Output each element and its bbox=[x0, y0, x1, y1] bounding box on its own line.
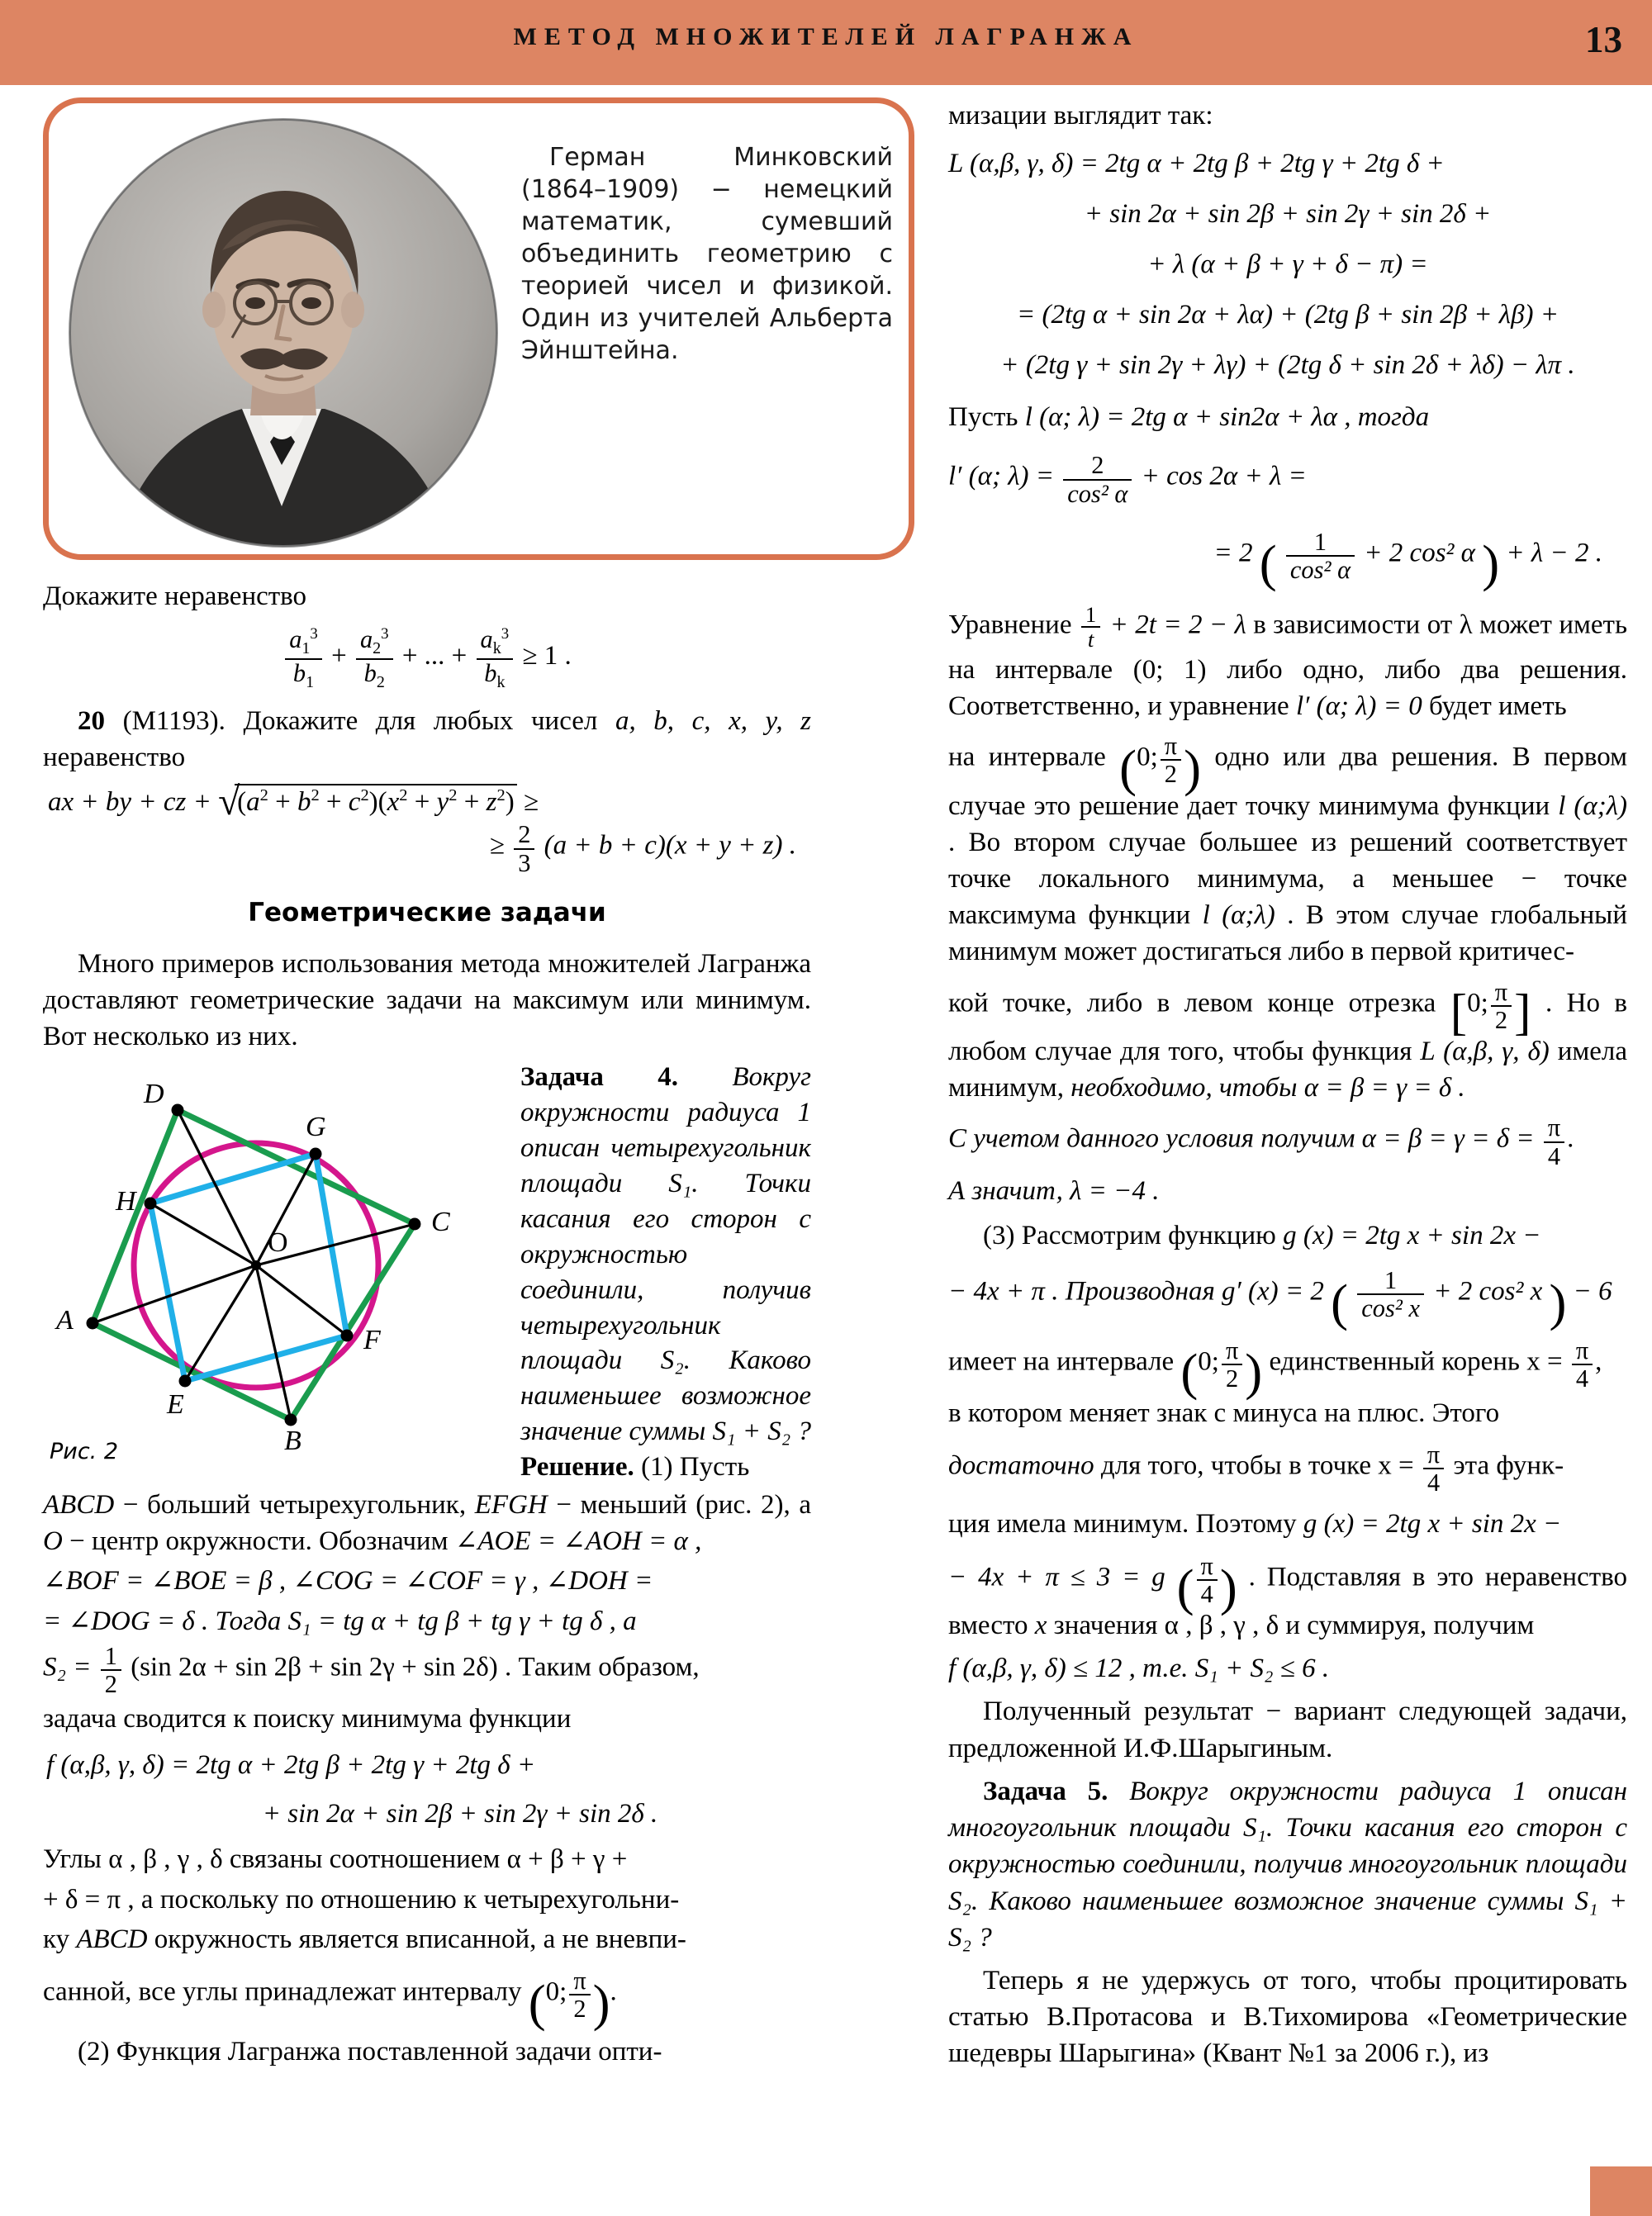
cauchy-geq2: ≥ bbox=[489, 831, 505, 861]
eqn-frac-den: t bbox=[1081, 626, 1100, 651]
eqn-text-c: будет иметь bbox=[1428, 690, 1567, 721]
let-text: Пусть bbox=[948, 402, 1018, 433]
interval-paragraph: санной, все углы принадлежат интервалу (0; $\frac{\pi}{2}$ ). bbox=[43, 1967, 617, 2032]
angles-constraint-abcd: ABCD bbox=[76, 1924, 148, 1954]
bracket-paragraph: кой точке, либо в левом конце отрезка [0; $\frac{\pi}{2}$ ] . Но в любом случае для того, чтобы функция L (α,β, γ, δ) имела минимум, необходимо, чтобы α = β = γ = δ . bbox=[948, 977, 1628, 1103]
solution-text-1f: − центр окружности. Обозначим bbox=[69, 1526, 449, 1557]
enough-rest: для того, чтобы в точке x = bbox=[1100, 1450, 1414, 1481]
lprime-l2-num: 1 bbox=[1313, 527, 1327, 556]
equation-L-line3 bbox=[948, 249, 1627, 280]
step3-lead: (3) Рассмотрим функцию bbox=[983, 1220, 1276, 1250]
svg-text:E: E bbox=[167, 1389, 184, 1421]
g-min-den: 4 bbox=[1197, 1579, 1218, 1607]
interval-text: санной, все углы принадлежат интервалу bbox=[43, 1976, 522, 2007]
angles-line-2: ∠BOF = ∠BOE = β , ∠COG = ∠COF = γ , ∠DOH = bbox=[43, 1566, 653, 1597]
svg-text:H: H bbox=[116, 1186, 136, 1217]
angles-constraint-3a: ку bbox=[43, 1924, 70, 1954]
l-alpha-lambda-1: l (α;λ) bbox=[1558, 790, 1627, 821]
subst-text2: значения α , β , γ , δ и суммируя, получим bbox=[1053, 1611, 1535, 1640]
portrait-caption: Герман Минковский (1864–1909) − немецкий математик, сумевший объединить геометрию с теорией чисел и физикой. Один из учителей Альберта Эйнштейна. bbox=[521, 143, 893, 365]
root-num: π bbox=[1225, 1336, 1239, 1364]
sign-change-paragraph: в котором меняет знак с минуса на плюс. Этого bbox=[948, 1397, 1500, 1428]
para-with-cond: С учетом данного условия получим α = β = γ = δ = bbox=[948, 1124, 1535, 1155]
gprime-mid: + 2 cos² x bbox=[1433, 1276, 1543, 1307]
interval-den: 2 bbox=[569, 1994, 590, 2022]
right-column bbox=[948, 97, 1627, 2076]
f-line1-text: f (α,β, γ, δ) = 2tg α + 2tg β + 2tg γ + 2tg δ + bbox=[46, 1750, 536, 1781]
footer-color-swatch bbox=[1590, 2166, 1652, 2216]
substitution-paragraph: − 4x + π ≤ 3 = g ( $\frac{\pi}{4}$ ) . Подставляя в это неравенство вместо x значения α , β , γ , δ и суммируя, получим bbox=[948, 1551, 1627, 1640]
s2-formula-lead: S₂ = bbox=[43, 1652, 92, 1682]
solution-paragraph-1 bbox=[43, 1487, 811, 1559]
L-line5-text: + (2tg γ + sin 2γ + λγ) + (2tg δ + sin 2δ + λδ) − λπ . bbox=[1000, 350, 1575, 381]
s2-formula-block bbox=[43, 1643, 811, 1697]
figure-2 bbox=[43, 1063, 506, 1465]
lprime-frac-num: 2 bbox=[1091, 451, 1104, 480]
task-5-statement: Вокруг окружности радиуса 1 описан многоугольник площади S₁. Точки касания его сторон с окружностью соединили, получив многоугольник площади S₂. Каково наименьшее возможное значение суммы S₁ + S₂ ? bbox=[948, 1776, 1627, 1953]
result-paragraph: Полученный результат − вариант следующей задачи, предложенной И.Ф.Шарыгиным. bbox=[948, 1696, 1627, 1763]
equation-L-line1 bbox=[948, 149, 1627, 179]
portrait-photo bbox=[69, 118, 498, 548]
l-alpha-lambda-2: l (α;λ) bbox=[1202, 900, 1275, 931]
reduce-text: задача сводится к поиску минимума функции bbox=[43, 1704, 572, 1734]
para-min-need2: , чтобы α = β = γ = δ . bbox=[1205, 1073, 1465, 1103]
para-after-interval: одно или два решения. В первом случае это решение дает точку минимума функции bbox=[948, 742, 1628, 821]
root-paragraph: имеет на интервале (0; $\frac{\pi}{2}$ ) единственный корень x = $\frac{\pi}{4}$ , bbox=[948, 1336, 1602, 1402]
angles-line-3-block bbox=[43, 1603, 811, 1639]
para-interval-lead: на интервале bbox=[948, 742, 1106, 772]
equation-l-prime bbox=[948, 452, 1627, 506]
cauchy-tail: (a + b + c)(x + y + z) . bbox=[544, 831, 796, 861]
needed-word: необходимо bbox=[1070, 1073, 1206, 1103]
eqn-text-a: Уравнение bbox=[948, 610, 1072, 640]
svg-text:C: C bbox=[431, 1207, 450, 1238]
cauchy-frac-den: 3 bbox=[514, 848, 534, 876]
g-prime-paragraph: − 4x + π . Производная g′ (x) = 2 ( $\frac{1}{\text{cos² x}}$ + 2 cos² x ) − 6 bbox=[948, 1266, 1612, 1331]
problem-20-ref: (M1193). bbox=[122, 705, 225, 736]
gprime-den: cos² x bbox=[1357, 1293, 1424, 1322]
lprime-l2-tail: + λ − 2 . bbox=[1506, 538, 1602, 568]
s2-formula-tail: (sin 2α + sin 2β + sin 2γ + sin 2δ) . Таким образом, bbox=[131, 1652, 700, 1682]
min-paragraph bbox=[948, 1506, 1627, 1542]
figure-caption: Рис. 2 bbox=[50, 1439, 119, 1465]
subst-x: x bbox=[1034, 1611, 1047, 1640]
portrait-card bbox=[43, 97, 914, 560]
equation-cauchy-line1: ax + by + cz + √ $(a^2 + b^2 + c^2)(x^2 + y^2 + z^2)$ ≥ bbox=[48, 784, 811, 818]
cauchy-geq: ≥ bbox=[523, 787, 539, 818]
interval-solutions-paragraph: на интервале (0; $\frac{\pi}{2}$ ) одно или два решения. В первом случае это решение дает точку минимума функции l (α;λ) . Во втором случае большее из решений соответствует точке локального минимума, а меньшее − точке максимума функции l (α;λ) . В этом случае глобальный минимум может достигаться либо в первой критичес- bbox=[948, 732, 1628, 967]
final-inequality: f (α,β, γ, δ) ≤ 12 , т.е. S₁ + S₂ ≤ 6 . bbox=[948, 1654, 1330, 1684]
bracket-zero: 0; bbox=[1467, 988, 1488, 1018]
problem-20-vars: a, b, c, x, y, z bbox=[615, 705, 812, 736]
cond-den: 4 bbox=[1544, 1141, 1564, 1170]
task-5-block bbox=[948, 1773, 1627, 1956]
para-interval-den: 2 bbox=[1161, 759, 1181, 787]
mization-lead: мизации выглядит так: bbox=[948, 101, 1213, 130]
prove-inequality-lead: Докажите неравенство bbox=[43, 581, 307, 611]
g-min2: − 4x + π ≤ 3 = g bbox=[948, 1562, 1165, 1592]
para-interval-num: π bbox=[1164, 732, 1178, 761]
g-min-num: π bbox=[1200, 1551, 1213, 1580]
s2-frac-num: 1 bbox=[104, 1641, 117, 1670]
step3-paragraph bbox=[948, 1217, 1627, 1254]
equation-cauchy-line2 bbox=[43, 821, 796, 875]
solution-center-o: O bbox=[43, 1526, 63, 1557]
quote-paragraph: Теперь я не удержусь от того, чтобы процитировать статью В.Протасова и В.Тихомирова «Геометрические шедевры Шарыгина» (Квант №1 за 2006 г.), из bbox=[948, 1965, 1627, 2069]
lagrange-intro: (2) Функция Лагранжа поставленной задачи опти- bbox=[78, 2037, 662, 2067]
task-4-solution-label: Решение. bbox=[520, 1452, 634, 1483]
equation-L-line4 bbox=[948, 300, 1627, 330]
s2-frac-den: 2 bbox=[101, 1669, 121, 1697]
cond-num: π bbox=[1547, 1113, 1561, 1142]
solution-text-1d: − меньший (рис. 2), а bbox=[556, 1490, 812, 1521]
gprime-num: 1 bbox=[1384, 1266, 1398, 1295]
lprime-l2-lead: = 2 bbox=[1213, 538, 1253, 568]
cauchy-lhs: ax + by + cz + bbox=[48, 787, 211, 818]
problem-20-text: Докажите для любых чисел bbox=[243, 705, 598, 736]
para-but: . Но в любом случае для того, чтобы функция bbox=[948, 988, 1628, 1066]
sum-of-cubes-rhs: ≥ 1 . bbox=[522, 641, 572, 671]
svg-text:D: D bbox=[144, 1079, 164, 1110]
equation-L-line5 bbox=[948, 350, 1627, 381]
lprime-lead: l′ (α; λ) = bbox=[948, 462, 1054, 492]
problem-20-number: 20 bbox=[78, 705, 105, 736]
lprime-l2-den: cos² α bbox=[1286, 555, 1355, 583]
page-title: МЕТОД МНОЖИТЕЛЕЙ ЛАГРАНЖА bbox=[513, 23, 1139, 50]
left-column bbox=[43, 97, 893, 2074]
section-heading-geometric-problems: Геометрические задачи bbox=[248, 897, 606, 928]
angles-constraint-1: Углы α , β , γ , δ связаны соотношением α + β + γ + bbox=[43, 1844, 628, 1875]
enough-paragraph bbox=[948, 1441, 1627, 1496]
root-comma: , bbox=[1595, 1346, 1602, 1377]
task-4-label: Задача 4. bbox=[520, 1062, 678, 1093]
root-zero: 0; bbox=[1198, 1346, 1219, 1377]
g-definition: g (x) = 2tg x + sin 2x − bbox=[1283, 1220, 1541, 1250]
task-4-statement: Вокруг окружности радиуса 1 описан четырехугольник площади S₁. Точки касания его сторон с окружностью соединили, получив четырехугольник площади S₂. Каково наименьшее возможное значение суммы S₁ + S₂ ? bbox=[520, 1062, 811, 1447]
eqn-lprime: l′ (α; λ) = 0 bbox=[1295, 690, 1422, 721]
condition-paragraph: С учетом данного условия получим α = β = γ = δ = $\frac{\pi}{4}$ . bbox=[948, 1113, 1574, 1170]
solution-text-1b: − больший четырехугольник, bbox=[122, 1490, 467, 1521]
g-def2: − 4x + π . Производная bbox=[948, 1276, 1215, 1307]
svg-text:B: B bbox=[284, 1426, 301, 1452]
interval-zero: 0; bbox=[545, 1976, 567, 2007]
min-text: ция имела минимум. Поэтому bbox=[948, 1509, 1297, 1540]
f-line2-text: + sin 2α + sin 2β + sin 2γ + sin 2δ . bbox=[262, 1799, 658, 1829]
angles-line-3: = ∠DOG = δ . Тогда bbox=[43, 1606, 282, 1636]
equation-f-line1 bbox=[46, 1750, 811, 1781]
solution-efgh: EFGH bbox=[474, 1490, 548, 1521]
para-interval-zero: 0; bbox=[1137, 742, 1158, 772]
para-second-case-tail: . В этом случае глобальный минимум может достигаться либо в первой критичес- bbox=[948, 900, 1628, 967]
solution-abcd: ABCD bbox=[43, 1490, 115, 1521]
angles-constraint-3c: окружность является вписанной, а не вневпи- bbox=[154, 1924, 686, 1954]
L-line3-text: + λ (α + β + γ + δ − π) = bbox=[1147, 249, 1428, 280]
eqn-frac-num: 1 bbox=[1085, 602, 1097, 628]
lprime-tail: + cos 2α + λ = bbox=[1141, 462, 1307, 492]
root-val-num: π bbox=[1575, 1336, 1589, 1364]
bracket-den: 2 bbox=[1491, 1005, 1512, 1033]
equation-l-prime-line2: = 2 ( $\frac{1}{\text{cos² α}}$ + 2 cos² α ) + λ − 2 . bbox=[1213, 527, 1602, 593]
para-second-case: . Во втором случае большее из решений соответствует точке локального минимума, а меньшее − точке максимума функции bbox=[948, 827, 1627, 931]
svg-text:O: O bbox=[268, 1227, 288, 1259]
L-line2-text: + sin 2α + sin 2β + sin 2γ + sin 2δ + bbox=[1084, 199, 1492, 230]
lambda-value: А значит, λ = −4 . bbox=[948, 1175, 1160, 1206]
gprime-lead: g′ (x) = 2 bbox=[1222, 1276, 1324, 1307]
angles-line-1: ∠AOE = ∠AOH = α , bbox=[454, 1526, 702, 1557]
figure-2-svg bbox=[43, 1063, 506, 1451]
bracket-num: π bbox=[1494, 977, 1508, 1006]
svg-text:G: G bbox=[306, 1112, 326, 1143]
problem-20-text2: неравенство bbox=[43, 743, 186, 773]
l-definition: l (α; λ) = 2tg α + sin2α + λα , тогда bbox=[1024, 402, 1430, 433]
g-min: g (x) = 2tg x + sin 2x − bbox=[1303, 1509, 1562, 1540]
point-den: 4 bbox=[1423, 1468, 1444, 1496]
equation-L-line2 bbox=[948, 199, 1627, 230]
s1-formula: S₁ = tg α + tg β + tg γ + tg δ , а bbox=[287, 1606, 637, 1636]
L-line1-text: L (α,β, γ, δ) = 2tg α + 2tg β + 2tg γ + 2tg δ + bbox=[948, 149, 1445, 179]
equation-t-paragraph bbox=[948, 603, 1627, 724]
root-den: 2 bbox=[1222, 1364, 1242, 1392]
para-bracket-lead: кой точке, либо в левом конце отрезка bbox=[948, 988, 1436, 1018]
enough-tail: эта функ- bbox=[1453, 1450, 1564, 1481]
let-l-definition bbox=[948, 399, 1627, 435]
task-4-solution-start: (1) Пусть bbox=[641, 1452, 750, 1483]
enough-word: достаточно bbox=[948, 1450, 1094, 1481]
eqn-mid: + 2t = 2 − λ bbox=[1109, 610, 1246, 640]
interval-num: π bbox=[573, 1967, 586, 1995]
lprime-l2-mid: + 2 cos² α bbox=[1364, 538, 1476, 568]
root-mid: единственный корень x = bbox=[1269, 1346, 1563, 1377]
equation-sum-of-cubes: $\frac{a_1^3}{b_1}$ + $\frac{a_2^3}{b_2}$ + ... + $\frac{a_k^3}{b_k}$ ≥ 1 . bbox=[43, 626, 811, 691]
eqn-text-b: в зависимости от λ может иметь на интервале (0; 1) либо одно, либо два решения. Соответственно, и уравнение bbox=[948, 610, 1628, 721]
svg-text:A: A bbox=[56, 1305, 74, 1336]
cauchy-frac-num: 2 bbox=[518, 820, 531, 849]
L-func: L (α,β, γ, δ) bbox=[1420, 1036, 1550, 1066]
root-lead: имеет на интервале bbox=[948, 1346, 1175, 1377]
lprime-frac-den: cos² α bbox=[1063, 479, 1132, 507]
equation-f-line2 bbox=[109, 1799, 811, 1829]
L-line4-text: = (2tg α + sin 2α + λα) + (2tg β + sin 2β + λβ) + bbox=[1016, 300, 1559, 330]
task-4-block bbox=[520, 1060, 811, 1485]
intro-paragraph: Много примеров использования метода множителей Лагранжа доставляют геометрические задачи на максимум или минимум. Вот несколько из них. bbox=[43, 948, 811, 1052]
angles-constraint-3 bbox=[43, 1921, 811, 1957]
para-min-need: имела минимум, bbox=[948, 1036, 1628, 1103]
subst-text: . Подставляя в это неравенство вместо bbox=[948, 1562, 1627, 1640]
angles-constraint-2: + δ = π , а поскольку по отношению к четырехугольни- bbox=[43, 1884, 680, 1915]
problem-20-paragraph bbox=[43, 703, 811, 776]
root-val-den: 4 bbox=[1572, 1364, 1593, 1392]
task-5-label: Задача 5. bbox=[983, 1776, 1108, 1806]
point-num: π bbox=[1427, 1440, 1441, 1469]
page-number: 13 bbox=[1585, 19, 1622, 60]
svg-text:F: F bbox=[363, 1325, 381, 1356]
gprime-tail: − 6 bbox=[1573, 1276, 1612, 1307]
